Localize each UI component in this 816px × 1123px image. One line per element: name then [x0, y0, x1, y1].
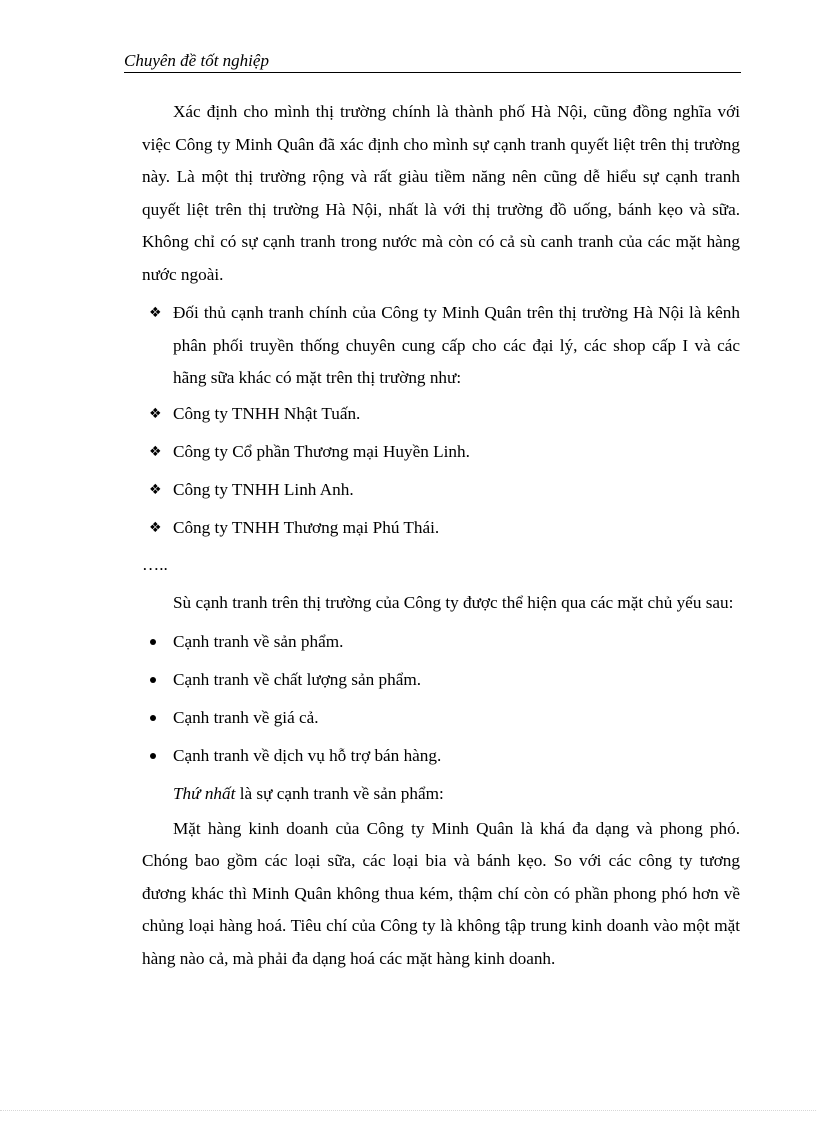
- aspect-text: Cạnh tranh về dịch vụ hỗ trợ bán hàng.: [173, 745, 442, 765]
- page-bottom-divider: [0, 1110, 816, 1111]
- competitor-list: [142, 395, 740, 547]
- bullet-dot-icon: [150, 753, 156, 759]
- diamond-bullet-icon: ❖: [149, 481, 162, 498]
- competitor-item: [142, 509, 740, 547]
- competitor-name: Công ty TNHH Nhật Tuấn.: [173, 403, 361, 423]
- aspect-item: [142, 699, 740, 737]
- bullet-dot-icon: [150, 715, 156, 721]
- ellipsis-text: …..: [142, 554, 168, 574]
- bullet-dot-icon: [150, 639, 156, 645]
- diamond-bullet-icon: ❖: [149, 405, 162, 422]
- competitor-intro-text: Đối thủ cạnh tranh chính của Công ty Minh Quân trên thị trường Hà Nội là kênh phân phối truyền thống chuyên cung cấp cho các đại lý, các shop cấp I và các hãng sữa khác có mặt trên thị trường như:: [173, 303, 740, 387]
- aspect-item: [142, 623, 740, 661]
- paragraph-competition-aspects: Sù cạnh tranh trên thị trường của Công ty được thể hiện qua các mặt chủ yếu sau:: [173, 592, 734, 612]
- competitor-name: Công ty TNHH Linh Anh.: [173, 479, 354, 499]
- competitor-intro-item: [142, 297, 740, 395]
- paragraph-market: Xác định cho mình thị trường chính là thành phố Hà Nội, cũng đồng nghĩa với việc Công ty Minh Quân đã xác định cho mình sự cạnh tranh quyết liệt trên thị trường này. Là một thị trường rộng và rất giàu tiềm năng nên cũng dễ hiểu sự cạnh tranh quyết liệt trên thị trường Hà Nội, nhất là với thị trường đồ uống, bánh kẹo và sữa. Không chỉ có sự cạnh tranh trong nước mà còn có cả sù canh tranh của các mặt hàng nước ngoài.: [142, 102, 740, 284]
- aspect-text: Cạnh tranh về giá cả.: [173, 707, 319, 727]
- competitor-name: Công ty TNHH Thương mại Phú Thái.: [173, 517, 440, 537]
- competitor-item: [142, 395, 740, 433]
- competitor-item: [142, 433, 740, 471]
- bullet-dot-icon: [150, 677, 156, 683]
- paragraph-products: Mặt hàng kinh doanh của Công ty Minh Quân là khá đa dạng và phong phó. Chóng bao gồm các loại sữa, các loại bia và bánh kẹo. So với các công ty tương đương khác thì Minh Quân không thua kém, thậm chí còn có phần phong phó hơn về chủng loại hàng hoá. Tiêu chí của Công ty là không tập trung kinh doanh vào một mặt hàng nào cả, mà phải đa dạng hoá các mặt hàng kinh doanh.: [142, 818, 740, 968]
- first-text: là sự cạnh tranh về sản phẩm:: [235, 783, 444, 803]
- diamond-bullet-icon: ❖: [149, 305, 162, 321]
- first-label: Thứ nhất: [173, 783, 236, 803]
- header-title: Chuyên đề tốt nghiệp: [124, 51, 269, 70]
- paragraph-first-point: [142, 775, 740, 813]
- aspect-text: Cạnh tranh về chất lượng sản phẩm.: [173, 669, 421, 689]
- page-content: [142, 96, 740, 975]
- diamond-bullet-icon: ❖: [149, 443, 162, 460]
- page-header: [124, 50, 741, 73]
- competitor-name: Công ty Cổ phần Thương mại Huyền Linh.: [173, 441, 470, 461]
- diamond-bullet-icon: ❖: [149, 519, 162, 536]
- aspect-item: [142, 661, 740, 699]
- competitor-item: [142, 471, 740, 509]
- aspect-list: [142, 623, 740, 775]
- aspect-item: [142, 737, 740, 775]
- aspect-text: Cạnh tranh về sản phẩm.: [173, 631, 344, 651]
